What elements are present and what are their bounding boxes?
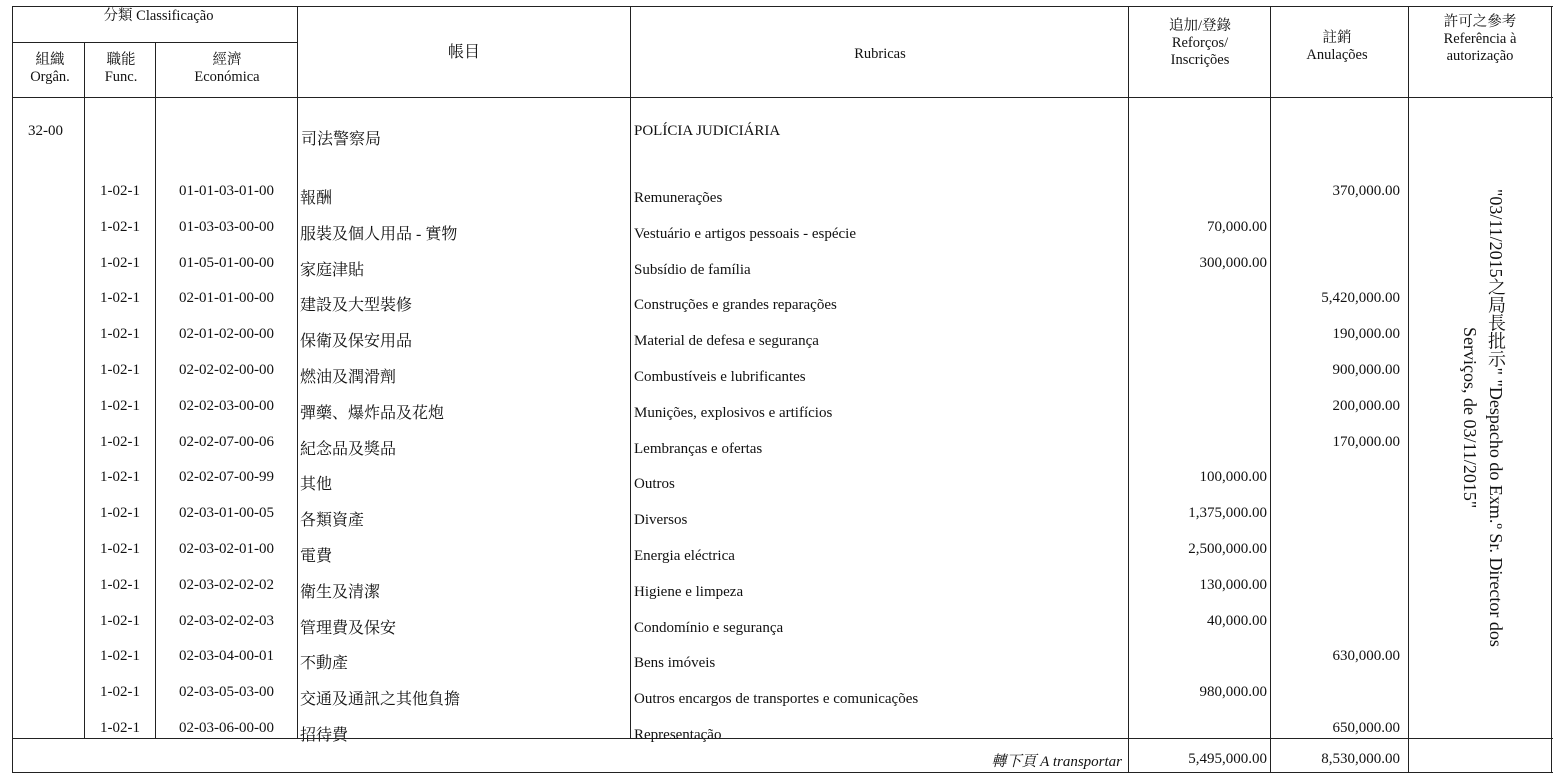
row-reinforcement: 1,375,000.00 <box>1188 505 1267 521</box>
row-econ: 02-02-07-00-06 <box>179 434 274 450</box>
row-annulment: 170,000.00 <box>1332 434 1400 450</box>
col-border-annul <box>1408 6 1409 773</box>
row-econ: 02-01-02-00-00 <box>179 326 274 342</box>
row-econ: 02-01-01-00-00 <box>179 290 274 306</box>
row-func: 1-02-1 <box>100 362 140 378</box>
table-top-border <box>12 6 1553 7</box>
func-header-pt: Func. <box>104 69 138 85</box>
row-rubric-zh: 紀念品及獎品 <box>300 441 397 458</box>
row-annulment: 900,000.00 <box>1332 362 1400 378</box>
row-func: 1-02-1 <box>100 720 140 736</box>
economic-header <box>158 52 296 86</box>
row-rubric-zh: 管理費及保安 <box>300 620 397 637</box>
row-func: 1-02-1 <box>100 541 140 557</box>
row-func: 1-02-1 <box>100 577 140 593</box>
row-econ: 02-03-04-00-01 <box>179 648 274 664</box>
row-rubric-zh: 電費 <box>300 548 333 565</box>
row-rubric-zh: 燃油及潤滑劑 <box>300 369 397 386</box>
organ-header-pt: Orgân. <box>30 69 70 85</box>
row-econ: 01-03-03-00-00 <box>179 219 274 235</box>
row-reinforcement: 2,500,000.00 <box>1188 541 1267 557</box>
classification-header: 分類 Classificação <box>103 8 214 24</box>
row-reinforcement: 100,000.00 <box>1199 469 1267 485</box>
entity-name-pt: POLÍCIA JUDICIÁRIA <box>634 123 781 139</box>
col-border-econ <box>297 6 298 738</box>
row-func: 1-02-1 <box>100 613 140 629</box>
authorization-header-pt2: autorização <box>1446 48 1514 64</box>
row-rubric-pt: Combustíveis e lubrificantes <box>634 369 806 385</box>
row-rubric-pt: Representação <box>634 727 722 743</box>
authorization-header <box>1410 14 1550 65</box>
row-reinforcement: 40,000.00 <box>1207 613 1267 629</box>
row-econ: 01-05-01-00-00 <box>179 255 274 271</box>
row-rubric-zh: 建設及大型裝修 <box>300 297 413 314</box>
authorization-header-pt1: Referência à <box>1443 31 1517 47</box>
row-func: 1-02-1 <box>100 398 140 414</box>
row-econ: 02-03-02-02-02 <box>179 577 274 593</box>
reinforcements-header <box>1130 18 1270 69</box>
row-rubric-zh: 交通及通訊之其他負擔 <box>300 691 461 708</box>
row-func: 1-02-1 <box>100 183 140 199</box>
row-rubric-pt: Construções e grandes reparações <box>634 297 837 313</box>
row-rubric-pt: Remunerações <box>634 190 723 206</box>
annulments-header <box>1272 30 1402 64</box>
row-func: 1-02-1 <box>100 648 140 664</box>
row-rubric-pt: Condomínio e segurança <box>634 620 784 636</box>
row-rubric-zh: 保衛及保安用品 <box>300 333 413 350</box>
row-rubric-zh: 不動產 <box>300 655 349 672</box>
row-rubric-zh: 衛生及清潔 <box>300 584 381 601</box>
func-header <box>87 52 155 86</box>
row-func: 1-02-1 <box>100 326 140 342</box>
row-rubric-pt: Outros <box>634 476 675 492</box>
transport-label <box>900 750 1122 771</box>
row-func: 1-02-1 <box>100 505 140 521</box>
rubric-header-pt: Rubricas <box>854 46 906 62</box>
reinforcements-header-zh: 追加/登錄 <box>1168 18 1232 34</box>
col-border-right <box>1551 6 1552 773</box>
entity-name-zh: 司法警察局 <box>301 131 382 148</box>
row-rubric-zh: 報酬 <box>300 190 333 207</box>
economic-header-pt: Económica <box>194 69 260 85</box>
transport-label-text: 轉下頁 A transportar <box>991 754 1122 770</box>
row-econ: 02-03-06-00-00 <box>179 720 274 736</box>
row-rubric-zh: 招待費 <box>300 727 349 744</box>
row-annulment: 5,420,000.00 <box>1321 290 1400 306</box>
row-annulment: 630,000.00 <box>1332 648 1400 664</box>
func-header-zh: 職能 <box>106 52 136 68</box>
organ-header-zh: 組織 <box>35 52 65 68</box>
col-border-reinf <box>1270 6 1271 773</box>
row-rubric-pt: Diversos <box>634 512 688 528</box>
row-rubric-zh: 各類資產 <box>300 512 365 529</box>
row-econ: 02-02-02-00-00 <box>179 362 274 378</box>
row-func: 1-02-1 <box>100 290 140 306</box>
row-econ: 01-01-03-01-00 <box>179 183 274 199</box>
table-bottom-border <box>12 772 1553 773</box>
row-rubric-zh: 家庭津貼 <box>300 262 365 279</box>
row-func: 1-02-1 <box>100 255 140 271</box>
row-rubric-pt: Material de defesa e segurança <box>634 333 819 349</box>
row-annulment: 200,000.00 <box>1332 398 1400 414</box>
row-func: 1-02-1 <box>100 434 140 450</box>
authorization-text: "03/11/2015之局長批示" "Despacho do Exm.º Sr. Director dos Serviços, de 03/11/2015" <box>1460 189 1506 647</box>
row-reinforcement: 70,000.00 <box>1207 219 1267 235</box>
row-annulment: 650,000.00 <box>1332 720 1400 736</box>
row-rubric-pt: Vestuário e artigos pessoais - espécie <box>634 226 857 242</box>
economic-header-zh: 經濟 <box>212 52 242 68</box>
row-rubric-pt: Bens imóveis <box>634 655 716 671</box>
reinforcements-header-pt1: Reforços/ <box>1171 35 1229 51</box>
row-reinforcement: 130,000.00 <box>1199 577 1267 593</box>
footer-top-border <box>12 738 1553 739</box>
col-border-zh <box>630 6 631 738</box>
row-econ: 02-03-05-03-00 <box>179 684 274 700</box>
header-bottom-border <box>12 97 1553 98</box>
row-econ: 02-02-07-00-99 <box>179 469 274 485</box>
organ-header <box>16 52 84 86</box>
col-border-left <box>12 6 13 773</box>
row-econ: 02-03-01-00-05 <box>179 505 274 521</box>
rubric-header-zh: 帳目 <box>447 44 480 61</box>
row-func: 1-02-1 <box>100 684 140 700</box>
row-annulment: 190,000.00 <box>1332 326 1400 342</box>
col-border-pt <box>1128 6 1129 773</box>
row-econ: 02-03-02-01-00 <box>179 541 274 557</box>
col-border-func <box>155 42 156 738</box>
row-reinforcement: 980,000.00 <box>1199 684 1267 700</box>
row-rubric-zh: 其他 <box>300 476 333 493</box>
reinforcements-header-pt2: Inscrições <box>1170 52 1230 68</box>
entity-organ: 32-00 <box>28 123 63 139</box>
row-rubric-zh: 服裝及個人用品 - 實物 <box>300 226 458 243</box>
annulments-header-zh: 註銷 <box>1322 30 1352 46</box>
row-rubric-pt: Munições, explosivos e artifícios <box>634 405 833 421</box>
row-reinforcement: 300,000.00 <box>1199 255 1267 271</box>
authorization-header-zh: 許可之參考 <box>1443 14 1517 30</box>
col-border-organ <box>84 42 85 738</box>
total-reinforcements: 5,495,000.00 <box>1188 751 1267 767</box>
row-econ: 02-02-03-00-00 <box>179 398 274 414</box>
row-rubric-zh: 彈藥、爆炸品及花炮 <box>300 405 445 422</box>
row-annulment: 370,000.00 <box>1332 183 1400 199</box>
row-rubric-pt: Subsídio de família <box>634 262 751 278</box>
row-rubric-pt: Lembranças e ofertas <box>634 441 763 457</box>
row-rubric-pt: Outros encargos de transportes e comunicações <box>634 691 919 707</box>
row-func: 1-02-1 <box>100 469 140 485</box>
row-func: 1-02-1 <box>100 219 140 235</box>
authorization-reference <box>1413 108 1553 728</box>
row-rubric-pt: Energia eléctrica <box>634 548 735 564</box>
row-econ: 02-03-02-02-03 <box>179 613 274 629</box>
row-rubric-pt: Higiene e limpeza <box>634 584 744 600</box>
annulments-header-pt: Anulações <box>1306 47 1368 63</box>
total-annulments: 8,530,000.00 <box>1321 751 1400 767</box>
